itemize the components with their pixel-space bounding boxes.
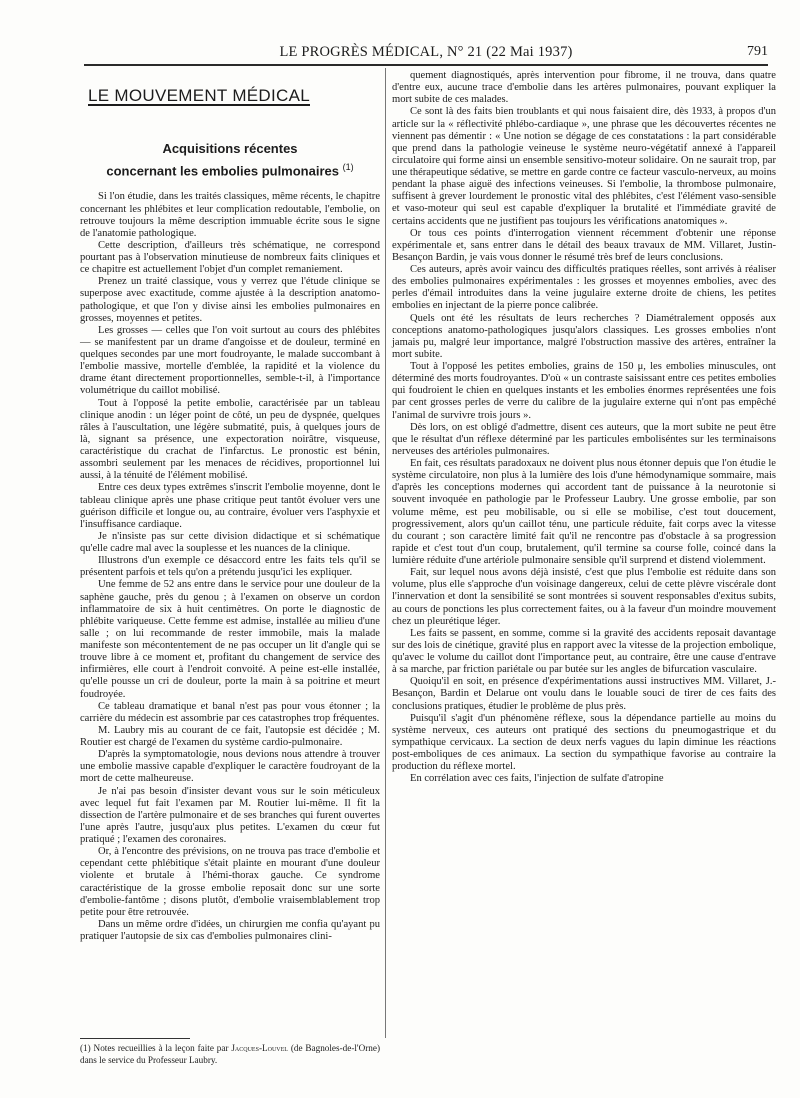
paragraph: D'après la symptomatologie, nous devions nous attendre à trouver une embolie massive capable d'expliquer le caractère foudroyant de la mort de cette malheureuse. bbox=[80, 749, 380, 785]
paragraph: Quoiqu'il en soit, en présence d'expérimentations aussi instructives MM. Villaret, J.-Besançon, Bardin et Delarue ont voulu dans le louable souci de tirer de ces faits des conclusions pratiques, étudier le problème de plus près. bbox=[392, 676, 776, 712]
paragraph: quement diagnostiqués, après intervention pour fibrome, il ne trouva, dans quatre d'entre eux, aucune trace d'embolie dans les artères pulmonaires, pouvant expliquer la mort subite de ces malades. bbox=[392, 70, 776, 106]
section-title: LE MOUVEMENT MÉDICAL bbox=[88, 86, 311, 105]
paragraph: Illustrons d'un exemple ce désaccord entre les faits tels qu'il se présentent parfois et tels qu'on a prétendu jusqu'ici les expliquer. bbox=[80, 555, 380, 579]
left-column bbox=[80, 70, 380, 943]
paragraph: En corrélation avec ces faits, l'injection de sulfate d'atropine bbox=[410, 773, 664, 785]
paragraph: Je n'insiste pas sur cette division didactique et si schématique qu'elle cadre mal avec la souplesse et les nuances de la clinique. bbox=[80, 530, 380, 555]
paragraph: Dès lors, on est obligé d'admettre, disent ces auteurs, que la mort subite ne peut être que le résultat d'un réflexe déterminé par les particules emboliséntes sur les terminaisons nerveuses des artérioles pulmonaires. bbox=[392, 421, 776, 457]
paragraph: Tout à l'opposé les petites embolies, grains de 150 μ, les embolies minuscules, ont déterminé des morts foudroyantes. D'où « un contraste saisissant entre ces petites embolies qui foudroient le chien en quelques instants et les embolies énormes représentées une fois par cent grosses perles de verre du calibre de la jugulaire externe qui n'ont pas empêché l'animal de survivre trois jours ». bbox=[392, 361, 776, 421]
paragraph: Tout à l'opposé la petite embolie, caractérisée par un tableau clinique anodin : un léger point de côté, un peu de dyspnée, quelques râles à l'auscultation, une légère submatité, puis, à quelques jours de là, signant sa présence, une expectoration noirâtre, visqueuse, caractéristique du crachat de l'infarctus. Le pronostic est bénin, assombri seulement par les menaces de récidives, proportionnel lui aussi, à la ténuité de l'élément mobilisé. bbox=[80, 397, 380, 482]
right-column-body bbox=[392, 70, 776, 785]
paragraph: Fait, sur lequel nous avons déjà insisté, c'est que plus l'embolie est réduite dans son volume, plus elle s'approche d'un voisinage dangereux, celui de cette plèvre viscérale dont l'innervation et dont la sensibilité se sont montrées si souvent responsables d'exitus subits, au cours de ponctions les plus correctement faites, ou à la faveur d'un moindre mouvement chez un pleurétique léger. bbox=[392, 567, 776, 627]
footnote-rule bbox=[80, 1038, 190, 1039]
paragraph: M. Laubry mis au courant de ce fait, l'autopsie est décidée ; M. Routier est chargé de l'examen du système cardio-pulmonaire. bbox=[80, 724, 380, 749]
footnote-text-before: (1) Notes recueillies à la leçon faite par bbox=[80, 1043, 229, 1053]
header-rule bbox=[84, 64, 768, 66]
paragraph: Ces auteurs, après avoir vaincu des difficultés pratiques réelles, sont arrivés à réaliser des embolies pulmonaires expérimentales : les grosses et moyennes embolies, avec des perles d'émail introduites dans la veine jugulaire externe droite de chiens, les petites embolies en injectant de la pierre ponce calibrée. bbox=[392, 264, 776, 312]
paragraph: Or tous ces points d'interrogation viennent récemment d'obtenir une réponse expérimentale et, sans entrer dans le détail des beaux travaux de MM. Villaret, Justin-Besançon Bardin, je vais vous donner le résumé très bref de leurs conclusions. bbox=[392, 227, 776, 263]
paragraph: Si l'on étudie, dans les traités classiques, même récents, le chapitre concernant les phlébites et leur complication redoutable, l'embolie, on retrouve toujours la même description immuable écrite sous le signe de l'anatomie pathologique. bbox=[80, 191, 380, 239]
paragraph: Prenez un traité classique, vous y verrez que l'étude clinique se superpose avec exactitude, comme ajustée à la description anatomo-pathologique, et que l'on y divise ainsi les embolies pulmonaires en grosses, moyennes et petites. bbox=[80, 276, 380, 324]
column-divider bbox=[385, 68, 386, 1038]
paragraph: Ce tableau dramatique et banal n'est pas pour vous étonner ; la carrière du médecin est assombrie par ces catastrophes trop fréquentes. bbox=[80, 700, 380, 724]
footnote-ref: (1) bbox=[342, 162, 354, 173]
article-title-line1: Acquisitions récentes bbox=[162, 141, 298, 157]
footnote-text-after: (de Bagnoles-de-l'Orne) dans le service du Professeur Laubry. bbox=[80, 1043, 381, 1065]
article-title-line2: concernant les embolies pulmonaires bbox=[106, 163, 339, 179]
paragraph: Ce sont là des faits bien troublants et qui nous faisaient dire, dès 1933, à propos d'un article sur la « réflectivité phlébo-cardiaque », une phrase que les découvertes récentes ne viennent pas démentir : « Une notion se dégage de ces constatations : la part considérable que prend dans la pathologie veineuse le système neuro-végétatif annexé à l'appareil circulatoire qui forme ainsi un ensemble sensitivo-moteur solidaire. On ne saurait trop, par une thérapeutique sédative, se mettre en garde contre ce facteur vasculo-nerveux, au moins pendant la phase aiguë des infections veineuses. Si l'embolie, la thrombose pulmonaire, suffisent à grever lourdement le pronostic vital des phlébites, c'est l'élément vaso-sensible et vaso-moteur qui seul est capable d'expliquer la brutalité et l'immédiate gravité de certains accidents que ne justifient pas toujours les vérifications anatomiques ». bbox=[392, 106, 776, 227]
article-title bbox=[80, 140, 380, 180]
paragraph: Une femme de 52 ans entre dans le service pour une douleur de la saphène gauche, près du genou ; à l'examen on observe un cordon inflammatoire de six à huit centimètres. On porte le diagnostic de phlébite variqueuse. Cette femme est admise, installée au milieu d'une salle ; on lui recommande de rester immobile, mais la malade manifeste son mécontentement de ne pas occuper un lit d'angle qui se trouve libre à ce moment et, profitant du changement de service des infirmières, elle court à l'endroit convoité. A peine est-elle installée, qu'elle pousse un cri de douleur, porte la main à sa poitrine et meurt foudroyée. bbox=[80, 579, 380, 700]
running-header bbox=[84, 44, 768, 60]
paragraph: Quels ont été les résultats de leurs recherches ? Diamétralement opposés aux conceptions anatomo-pathologiques jusqu'alors classiques. Les grosses embolies n'ont jamais pu, malgré leur importance, malgré l'obstruction massive des artères, entraîner la mort subite. bbox=[392, 312, 776, 360]
paragraph: Entre ces deux types extrêmes s'inscrit l'embolie moyenne, dont le tableau clinique après une phase critique peut tantôt évoluer vers une guérison difficile et longue ou, au contraire, évoluer vers l'asphyxie et l'insuffisance cardiaque. bbox=[80, 482, 380, 530]
paragraph: En fait, ces résultats paradoxaux ne doivent plus nous étonner depuis que l'on étudie le système circulatoire, non plus à la lumière des lois d'une hémodynamique sommaire, mais d'après les conceptions modernes qui accordent tant de puissance à la neurotonie si souvent invoquée en pathologie par le Professeur Laubry. Une grosse embolie, par son volume même, est peu mobilisable, ou si elle se mobilise, c'est tout doucement, progressivement, alors qu'un caillot ténu, une particule réduite, fait corps avec la vitesse du courant ; son caractère limité fait qu'il ne rencontre pas d'obstacle à sa progression rapide et c'est tout d'un coup, brutalement, qu'il termine sa course folle, coincé dans la lumière réduite d'une artériole pulmonaire sensible qu'il surprend et distend violemment. bbox=[392, 458, 776, 566]
footnote-author: Jacques-Louvel bbox=[231, 1043, 288, 1053]
right-column bbox=[392, 70, 776, 785]
left-column-body bbox=[80, 191, 380, 943]
paragraph: Les grosses — celles que l'on voit surtout au cours des phlébites — se manifestent par un drame d'angoisse et de douleur, terminé en quelques secondes par une mort foudroyante, le malade succombant à l'embolie massive, mortelle d'emblée, la rapidité et la violence du drame étant directement proportionnelles, semble-t-il, à l'importance volumétrique du caillot mobilisé. bbox=[80, 324, 380, 397]
footnote bbox=[80, 1043, 380, 1066]
paragraph: Dans un même ordre d'idées, un chirurgien me confia qu'ayant pu pratiquer l'autopsie de six cas d'embolies pulmonaires clini- bbox=[80, 918, 380, 943]
paragraph: Puisqu'il s'agit d'un phénomène réflexe, sous la dépendance partielle au moins du système nerveux, ces auteurs ont pratiqué des sections du pneumogastrique et du sympathique cervicaux. La section de deux nerfs vagues du lapin diminue les réactions post-emboliques de ces animaux. La section du sympathique favorise au contraire la production du réflexe mortel. bbox=[392, 712, 776, 773]
page-number: 791 bbox=[747, 44, 768, 59]
running-title: LE PROGRÈS MÉDICAL, N° 21 (22 Mai 1937) bbox=[279, 44, 573, 60]
paragraph: Je n'ai pas besoin d'insister devant vous sur le soin méticuleux avec lequel fut fait l'examen par M. Routier lui-même. Il fit la dissection de l'artère pulmonaire et de ses branches qui furent ouvertes l'une après l'autre, jusqu'aux plus petites. L'examen du cœur fut pratiqué ; l'examen des coronaires. bbox=[80, 785, 380, 846]
paragraph: Cette description, d'ailleurs très schématique, ne correspond pourtant pas à l'observation minutieuse de nombreux faits cliniques et ce chapitre est actuellement l'objet d'un complet remaniement. bbox=[80, 239, 380, 276]
paragraph: Les faits se passent, en somme, comme si la gravité des accidents reposait davantage sur des lois de cinétique, gravité plus en rapport avec la vitesse de la projection embolique, qu'avec le volume du caillot dont l'importance peut, au contraire, être une cause d'entrave à sa marche, par friction pariétale ou par butée sur les angles de bifurcation vasculaire. bbox=[392, 627, 776, 676]
paragraph: Or, à l'encontre des prévisions, on ne trouva pas trace d'embolie et cependant cette phlébitique s'était plainte en mourant d'une douleur violente et brutale à l'hémi-thorax gauche. Ce syndrome caractéristique de la grosse embolie reposait donc sur une sorte d'embolie-fantôme ; disons plutôt, d'embolie vraisemblablement trop petite pour être retrouvée. bbox=[80, 846, 380, 918]
